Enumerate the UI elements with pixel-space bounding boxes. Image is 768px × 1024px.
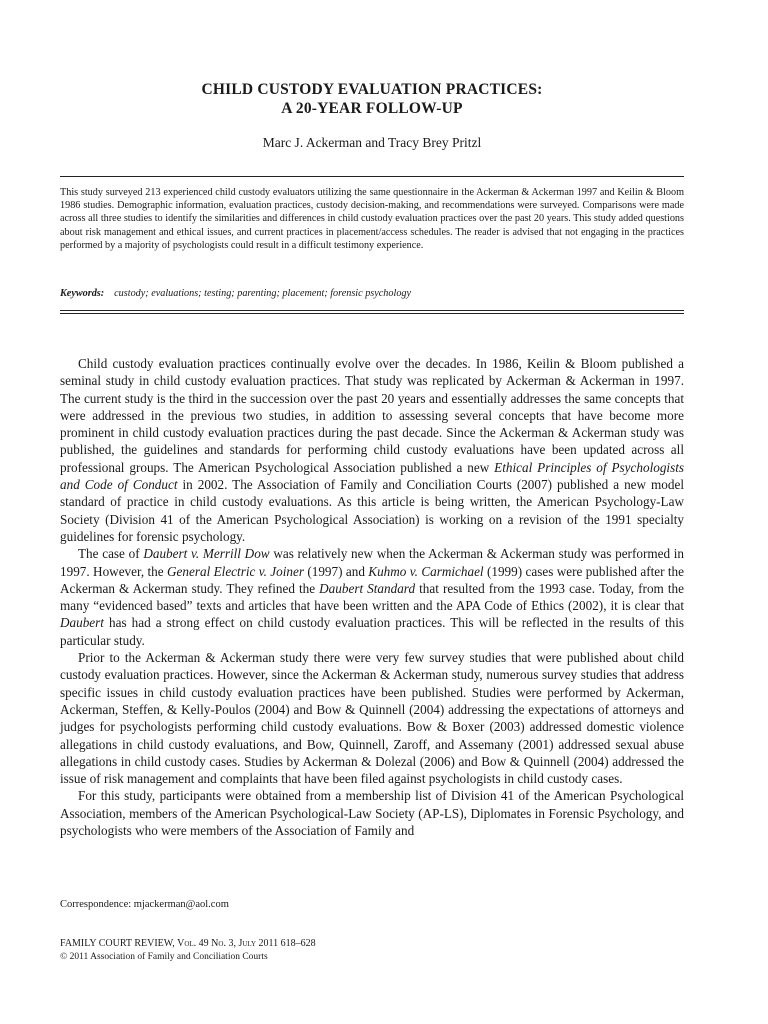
abstract-bottom-rule (60, 310, 684, 314)
body-paragraph: The case of Daubert v. Merrill Dow was relatively new when the Ackerman & Ackerman study was performed in 1997. However, the General Electric v. Joiner (1997) and Kuhmo v. Carmichael (1999) cases were published after the Ackerman & Ackerman study. They refined the Daubert Standard that resulted from the 1993 case. Today, from the many “evidenced based” texts and articles that have been written and the APA Code of Ethics (2002), it is clear that Daubert has had a strong effect on child custody evaluation practices. This will be reflected in the results of this particular study. (60, 546, 685, 648)
author-line: Marc J. Ackerman and Tracy Brey Pritzl (262, 135, 482, 150)
body-paragraph: Child custody evaluation practices continually evolve over the decades. In 1986, Keilin & Bloom published a seminal study in child custody evaluation practices. That study was replicated by Ackerman & Ackerman in 1997. The current study is the third in the succession over the past 20 years and essentially addresses the same concepts that were addressed in the previous two studies, in addition to assessing several concepts that have become more prominent in child custody evaluation practices during the past decade. Since the Ackerman & Ackerman study was published, the guidelines and standards for performing child custody evaluations have been updated across all professional groups. The American Psychological Association published a new Ethical Principles of Psychologists and Code of Conduct in 2002. The Association of Family and Conciliation Courts (2007) published a new model standard of practice in child custody evaluations. As this article is being written, the American Psychology-Law Society (Division 41 of the American Psychological Association) is working on a revision of the 1991 specialty guidelines for forensic psychology. (60, 356, 685, 544)
title-line-2: A 20-YEAR FOLLOW-UP (281, 100, 463, 117)
body-paragraph: Prior to the Ackerman & Ackerman study there were very few survey studies that were published about child custody evaluation practices. However, since the Ackerman & Ackerman study, numerous survey studies that address specific issues in child custody evaluation practices have been published. Studies were performed by Ackerman, Ackerman, Steffen, & Kelly-Poulos (2004) and Bow & Quinnell (2004) addressing the expectations of attorneys and judges for psychologists performing child custody evaluations. Bow & Boxer (2003) addressed domestic violence allegations in child custody evaluations, and Bow, Quinnell, Zaroff, and Assemany (2001) addressed sexual abuse allegations in child custody cases. Studies by Ackerman & Dolezal (2006) and Bow & Quinnell (2004) addressed the issue of risk management and complaints that have been filed against psychologists in child custody cases. (60, 650, 684, 787)
abstract-top-rule (60, 176, 684, 177)
keywords-list: custody; evaluations; testing; parenting; placement; forensic psychology (114, 288, 412, 299)
abstract-text: This study surveyed 213 experienced child custody evaluators utilizing the same questionnaire in the Ackerman & Ackerman 1997 and Keilin & Bloom 1986 studies. Demographic information, evaluation practices, custody decision-making, and recommendations were surveyed. Comparisons were made across all three studies to identify the similarities and differences in child custody evaluation practices over the past 20 years. This study added questions about risk management and ethical issues, and current practices in placement/access schedules. The reader is advised that not engaging in the practices performed by a majority of psychologists could result in a difficult testimony experience. (60, 187, 684, 251)
article-page (60, 0, 684, 1024)
keywords-label: Keywords: (60, 288, 105, 299)
keywords-line (60, 288, 684, 299)
copyright-line: © 2011 Association of Family and Conciliation Courts (60, 952, 268, 962)
article-title (60, 80, 684, 118)
article-body (60, 355, 684, 839)
correspondence-note: Correspondence: mjackerman@aol.com (60, 899, 229, 910)
body-paragraph: For this study, participants were obtained from a membership list of Division 41 of the American Psychological Association, members of the American Psychological-Law Society (AP-LS), Diplomates in Forensic Psychology, and psychologists who were members of the Association of Family and (60, 788, 684, 839)
title-line-1: CHILD CUSTODY EVALUATION PRACTICES: (201, 81, 543, 98)
journal-citation: FAMILY COURT REVIEW, Vol. 49 No. 3, July 2011 618–628 (60, 938, 316, 949)
